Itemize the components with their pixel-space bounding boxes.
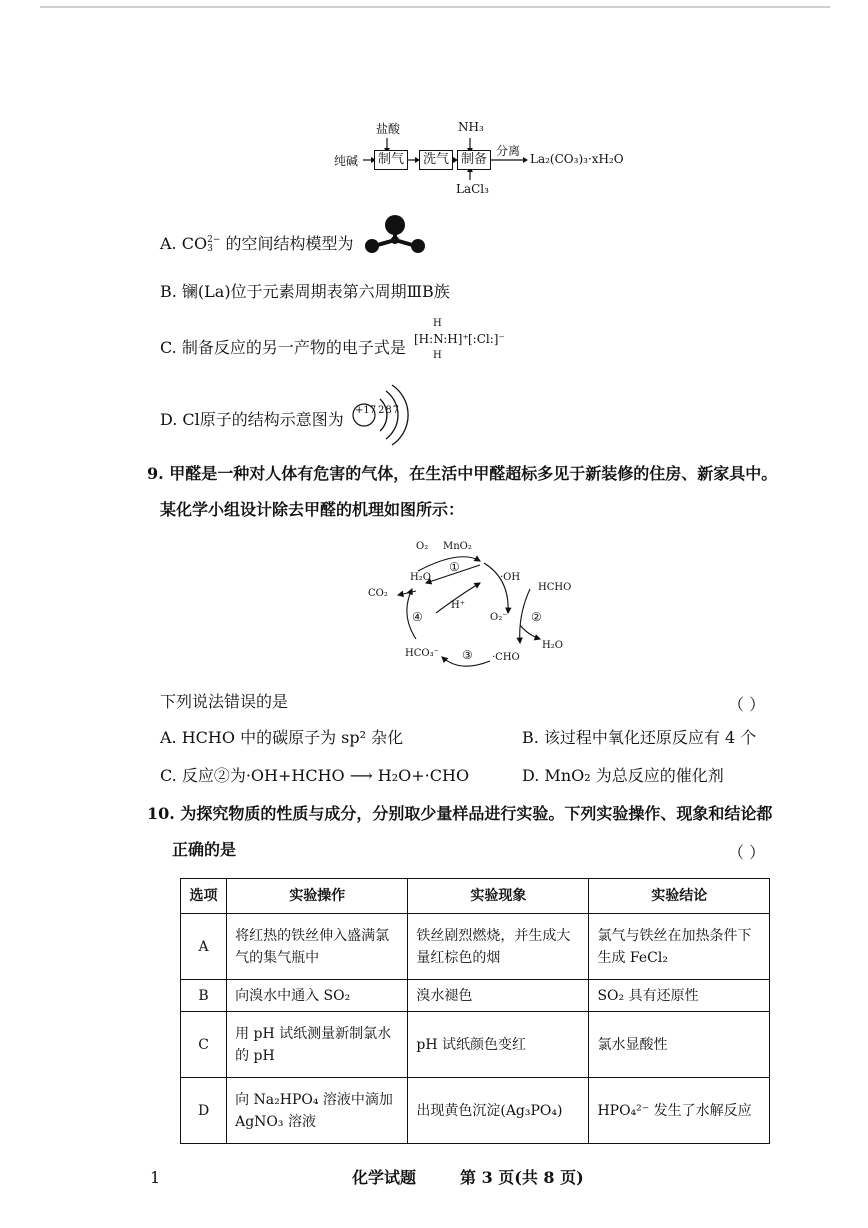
q8-option-a <box>160 234 353 254</box>
footer-left-number: 1 <box>150 1168 161 1187</box>
row-conclusion: SO₂ 具有还原性 <box>589 980 770 1012</box>
q8-option-b: B. 镧(La)位于元素周期表第六周期ⅢB族 <box>160 282 450 301</box>
cycle-hcho: HCHO <box>538 582 572 593</box>
cycle-co2: CO₂ <box>368 588 388 599</box>
row-conclusion: HPO₄²⁻ 发生了水解反应 <box>589 1078 770 1144</box>
row-operation: 向 Na₂HPO₄ 溶液中滴加 AgNO₃ 溶液 <box>227 1078 408 1144</box>
flow-nh3: NH₃ <box>458 120 484 134</box>
flow-box-1: 制气 <box>374 150 408 170</box>
cycle-c1: ① <box>449 560 460 574</box>
cycle-cho: ·CHO <box>492 652 520 663</box>
q9-option-d: D. MnO₂ 为总反应的催化剂 <box>522 766 724 785</box>
q8-a-suffix: 的空间结构模型为 <box>225 234 354 253</box>
row-operation: 用 pH 试纸测量新制氯水的 pH <box>227 1012 408 1078</box>
cycle-c2: ② <box>531 610 542 624</box>
q8-c-h-bottom: H <box>433 350 442 361</box>
cycle-mno2: MnO₂ <box>443 541 472 552</box>
cycle-h2o-b: H₂O <box>542 640 563 651</box>
col-header-phenomenon: 实验现象 <box>408 879 589 914</box>
q9-option-b: B. 该过程中氧化还原反应有 4 个 <box>522 728 757 747</box>
q9-option-c: C. 反应②为·OH+HCHO ⟶ H₂O+·CHO <box>160 766 470 785</box>
q10-answer-paren: （ ） <box>728 843 766 862</box>
row-phenomenon: pH 试纸颜色变红 <box>408 1012 589 1078</box>
cycle-h2o-a: H₂O <box>410 572 431 583</box>
col-header-option: 选项 <box>181 879 227 914</box>
col-header-operation: 实验操作 <box>227 879 408 914</box>
flow-sep-label: 分离 <box>496 144 521 158</box>
table-row <box>181 1078 770 1144</box>
row-option: C <box>181 1012 227 1078</box>
table-row <box>181 1012 770 1078</box>
row-operation: 向溴水中通入 SO₂ <box>227 980 408 1012</box>
cycle-o2minus: O₂⁻ <box>490 612 508 623</box>
q9-question: 下列说法错误的是 <box>160 692 289 711</box>
row-option: D <box>181 1078 227 1144</box>
table-header-row <box>181 879 770 914</box>
q8-c-prefix: C. 制备反应的另一产物的电子式是 <box>160 338 406 357</box>
flow-reagent-top: 盐酸 <box>376 122 401 136</box>
q9-option-a: A. HCHO 中的碳原子为 sp² 杂化 <box>160 728 404 747</box>
scan-top-edge <box>40 6 830 8</box>
row-operation: 将红热的铁丝伸入盛满氯气的集气瓶中 <box>227 914 408 980</box>
row-phenomenon: 出现黄色沉淀(Ag₃PO₄) <box>408 1078 589 1144</box>
row-option: A <box>181 914 227 980</box>
q9-stem-line1: 9. 甲醛是一种对人体有危害的气体，在生活中甲醛超标多见于新装修的住房、新家具中。 <box>147 464 778 483</box>
q10-stem-line1: 10. 为探究物质的性质与成分，分别取少量样品进行实验。下列实验操作、现象和结论都 <box>147 804 773 823</box>
flow-box-3: 制备 <box>457 150 491 170</box>
q8-option-c <box>160 338 406 358</box>
q8-c-formula-right: [:Cl:]⁻ <box>468 332 505 346</box>
carbonate-ball-model-icon <box>362 212 426 266</box>
flow-product: La₂(CO₃)₃·xH₂O <box>530 152 624 166</box>
q9-answer-paren: （ ） <box>728 695 766 714</box>
flow-box-2: 洗气 <box>419 150 453 170</box>
cycle-c4: ④ <box>412 610 423 624</box>
cycle-hco3: HCO₃⁻ <box>405 648 439 659</box>
footer-page-number: 第 3 页(共 8 页) <box>460 1168 584 1187</box>
q8-option-d: D. Cl原子的结构示意图为 <box>160 410 344 429</box>
q9-stem-line2: 某化学小组设计除去甲醛的机理如图所示： <box>160 500 465 519</box>
row-phenomenon: 溴水褪色 <box>408 980 589 1012</box>
cl-nucleus: +17 <box>355 405 377 416</box>
q8-a-prefix: A. CO <box>160 234 208 253</box>
q8-a-charge: 2− <box>207 234 221 245</box>
table-row <box>181 980 770 1012</box>
q8-a-sub: 3 <box>207 243 213 254</box>
cycle-oh: ·OH <box>500 572 521 583</box>
q8-c-formula-left: [H:N:H]⁺ <box>414 332 469 346</box>
row-phenomenon: 铁丝剧烈燃烧，并生成大量红棕色的烟 <box>408 914 589 980</box>
cycle-c3: ③ <box>462 648 473 662</box>
cl-shells: 287 <box>378 405 401 416</box>
experiment-table <box>180 878 770 1144</box>
table-row <box>181 914 770 980</box>
q10-stem-line2: 正确的是 <box>172 840 237 859</box>
footer-title: 化学试题 <box>352 1168 417 1187</box>
q8-c-h-top: H <box>433 318 442 329</box>
cycle-o2: O₂ <box>416 541 429 552</box>
row-conclusion: 氯水显酸性 <box>589 1012 770 1078</box>
col-header-conclusion: 实验结论 <box>589 879 770 914</box>
flow-lacl3: LaCl₃ <box>456 182 489 196</box>
cycle-hplus: H⁺ <box>451 600 465 611</box>
row-option: B <box>181 980 227 1012</box>
flow-start: 纯碱 <box>334 154 359 168</box>
row-conclusion: 氯气与铁丝在加热条件下生成 FeCl₂ <box>589 914 770 980</box>
